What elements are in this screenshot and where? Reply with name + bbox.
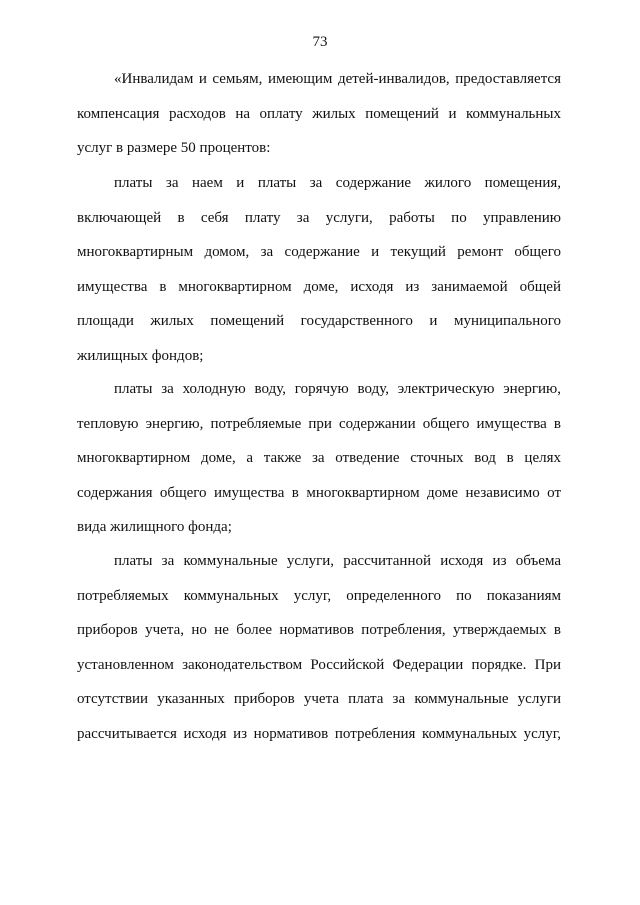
text-line: жилищных фондов; — [77, 347, 204, 364]
text-line: платы за холодную воду, горячую воду, электрическую энергию, — [114, 381, 561, 397]
text-line: отсутствии указанных приборов учета плата за коммунальные услуги — [77, 691, 561, 708]
text-line: потребляемых коммунальных услуг, определенного по показаниям — [77, 587, 561, 604]
text-line: площади жилых помещений государственного и муниципального — [77, 313, 561, 330]
text-line: «Инвалидам и семьям, имеющим детей-инвалидов, предоставляется — [114, 71, 561, 87]
text-line: вида жилищного фонда; — [77, 519, 232, 536]
text-line: платы за наем и платы за содержание жилого помещения, — [114, 175, 561, 191]
text-line: услуг в размере 50 процентов: — [77, 140, 271, 157]
text-line: тепловую энергию, потребляемые при содержании общего имущества в — [77, 415, 561, 432]
paragraph-1 — [77, 70, 561, 174]
text-line: имущества в многоквартирном доме, исходя из занимаемой общей — [77, 278, 561, 295]
page-number: 73 — [312, 34, 328, 50]
paragraph-2 — [77, 174, 561, 382]
text-line: платы за коммунальные услуги, рассчитанной исходя из объема — [114, 553, 561, 569]
text-line: приборов учета, но не более нормативов потребления, утверждаемых в — [77, 622, 561, 639]
text-line: многоквартирным домом, за содержание и текущий ремонт общего — [77, 244, 561, 261]
text-line: многоквартирном доме, а также за отведение сточных вод в целях — [77, 450, 561, 467]
text-line: включающей в себя плату за услуги, работы по управлению — [77, 209, 561, 226]
paragraph-4 — [77, 552, 561, 760]
text-line: рассчитывается исходя из нормативов потребления коммунальных услуг, — [77, 725, 561, 742]
text-line: содержания общего имущества в многоквартирном доме независимо от — [77, 484, 561, 501]
text-line: компенсация расходов на оплату жилых помещений и коммунальных — [77, 105, 561, 122]
paragraph-3 — [77, 380, 561, 553]
text-line: установленном законодательством Российской Федерации порядке. При — [77, 656, 561, 673]
